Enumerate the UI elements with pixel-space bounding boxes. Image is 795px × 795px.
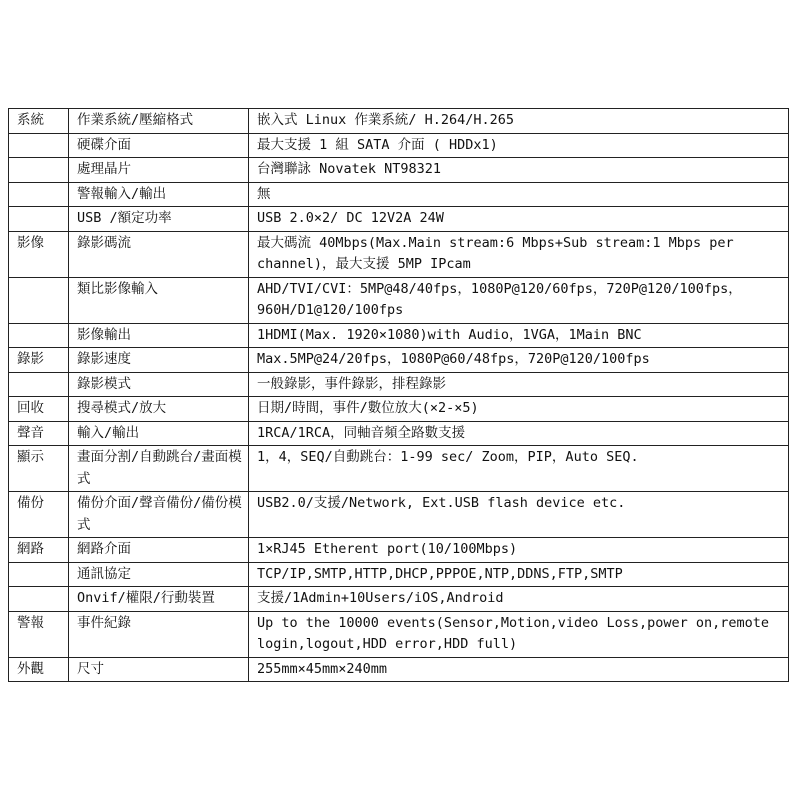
table-row	[9, 657, 789, 682]
row-category: 回收	[9, 397, 69, 422]
row-item: 網路介面	[69, 538, 249, 563]
row-value: 台灣聯詠 Novatek NT98321	[249, 158, 789, 183]
table-row	[9, 397, 789, 422]
row-category	[9, 587, 69, 612]
row-item: 尺寸	[69, 657, 249, 682]
row-category	[9, 158, 69, 183]
row-value: Up to the 10000 events(Sensor,Motion,video Loss,power on,remote login,logout,HDD error,HDD full)	[249, 611, 789, 657]
table-row	[9, 158, 789, 183]
row-category: 警報	[9, 611, 69, 657]
row-category: 網路	[9, 538, 69, 563]
row-category	[9, 182, 69, 207]
row-value: 1RCA/1RCA，同軸音頻全路數支援	[249, 421, 789, 446]
row-category	[9, 133, 69, 158]
row-value: 1HDMI(Max. 1920×1080)with Audio，1VGA，1Main BNC	[249, 323, 789, 348]
table-row	[9, 587, 789, 612]
row-value: 1×RJ45 Etherent port(10/100Mbps)	[249, 538, 789, 563]
row-item: 作業系統/壓縮格式	[69, 109, 249, 134]
row-item: 影像輸出	[69, 323, 249, 348]
row-item: 事件紀錄	[69, 611, 249, 657]
row-value: USB2.0/支援/Network, Ext.USB flash device etc.	[249, 492, 789, 538]
table-row	[9, 372, 789, 397]
table-row	[9, 611, 789, 657]
row-item: 通訊協定	[69, 562, 249, 587]
row-value: 1，4，SEQ/自動跳台：1-99 sec/ Zoom，PIP，Auto SEQ.	[249, 446, 789, 492]
row-item: 類比影像輸入	[69, 277, 249, 323]
row-category	[9, 372, 69, 397]
table-row	[9, 538, 789, 563]
table-row	[9, 207, 789, 232]
row-item: Onvif/權限/行動裝置	[69, 587, 249, 612]
row-category: 顯示	[9, 446, 69, 492]
table-row	[9, 446, 789, 492]
row-category	[9, 277, 69, 323]
row-category	[9, 323, 69, 348]
row-item: 硬碟介面	[69, 133, 249, 158]
row-category	[9, 207, 69, 232]
row-value: 無	[249, 182, 789, 207]
row-item: 輸入/輸出	[69, 421, 249, 446]
row-item: 錄影模式	[69, 372, 249, 397]
row-value: TCP/IP,SMTP,HTTP,DHCP,PPPOE,NTP,DDNS,FTP,SMTP	[249, 562, 789, 587]
row-item: 備份介面/聲音備份/備份模式	[69, 492, 249, 538]
row-value: 日期/時間，事件/數位放大(×2-×5)	[249, 397, 789, 422]
row-category	[9, 562, 69, 587]
row-item: 錄影碼流	[69, 231, 249, 277]
row-value: 支援/1Admin+10Users/iOS,Android	[249, 587, 789, 612]
row-item: 警報輸入/輸出	[69, 182, 249, 207]
row-value: Max.5MP@24/20fps，1080P@60/48fps，720P@120/100fps	[249, 348, 789, 373]
table-row	[9, 231, 789, 277]
table-row	[9, 323, 789, 348]
row-value: AHD/TVI/CVI：5MP@48/40fps，1080P@120/60fps，720P@120/100fps，960H/D1@120/100fps	[249, 277, 789, 323]
table-row	[9, 109, 789, 134]
table-row	[9, 133, 789, 158]
row-value: 最大支援 1 組 SATA 介面 ( HDDx1)	[249, 133, 789, 158]
row-value: 嵌入式 Linux 作業系統/ H.264/H.265	[249, 109, 789, 134]
row-value: 最大碼流 40Mbps(Max.Main stream:6 Mbps+Sub stream:1 Mbps per channel)，最大支援 5MP IPcam	[249, 231, 789, 277]
spec-table	[8, 108, 789, 682]
table-row	[9, 348, 789, 373]
row-category: 系統	[9, 109, 69, 134]
row-value: USB 2.0×2/ DC 12V2A 24W	[249, 207, 789, 232]
table-row	[9, 182, 789, 207]
row-item: 搜尋模式/放大	[69, 397, 249, 422]
row-category: 聲音	[9, 421, 69, 446]
row-value: 255mm×45mm×240mm	[249, 657, 789, 682]
table-row	[9, 492, 789, 538]
row-item: USB /額定功率	[69, 207, 249, 232]
row-category: 影像	[9, 231, 69, 277]
table-row	[9, 562, 789, 587]
row-item: 處理晶片	[69, 158, 249, 183]
row-category: 備份	[9, 492, 69, 538]
row-item: 錄影速度	[69, 348, 249, 373]
row-item: 畫面分割/自動跳台/畫面模式	[69, 446, 249, 492]
row-category: 外觀	[9, 657, 69, 682]
row-category: 錄影	[9, 348, 69, 373]
table-row	[9, 421, 789, 446]
row-value: 一般錄影，事件錄影，排程錄影	[249, 372, 789, 397]
table-row	[9, 277, 789, 323]
spec-table-body	[9, 109, 789, 682]
